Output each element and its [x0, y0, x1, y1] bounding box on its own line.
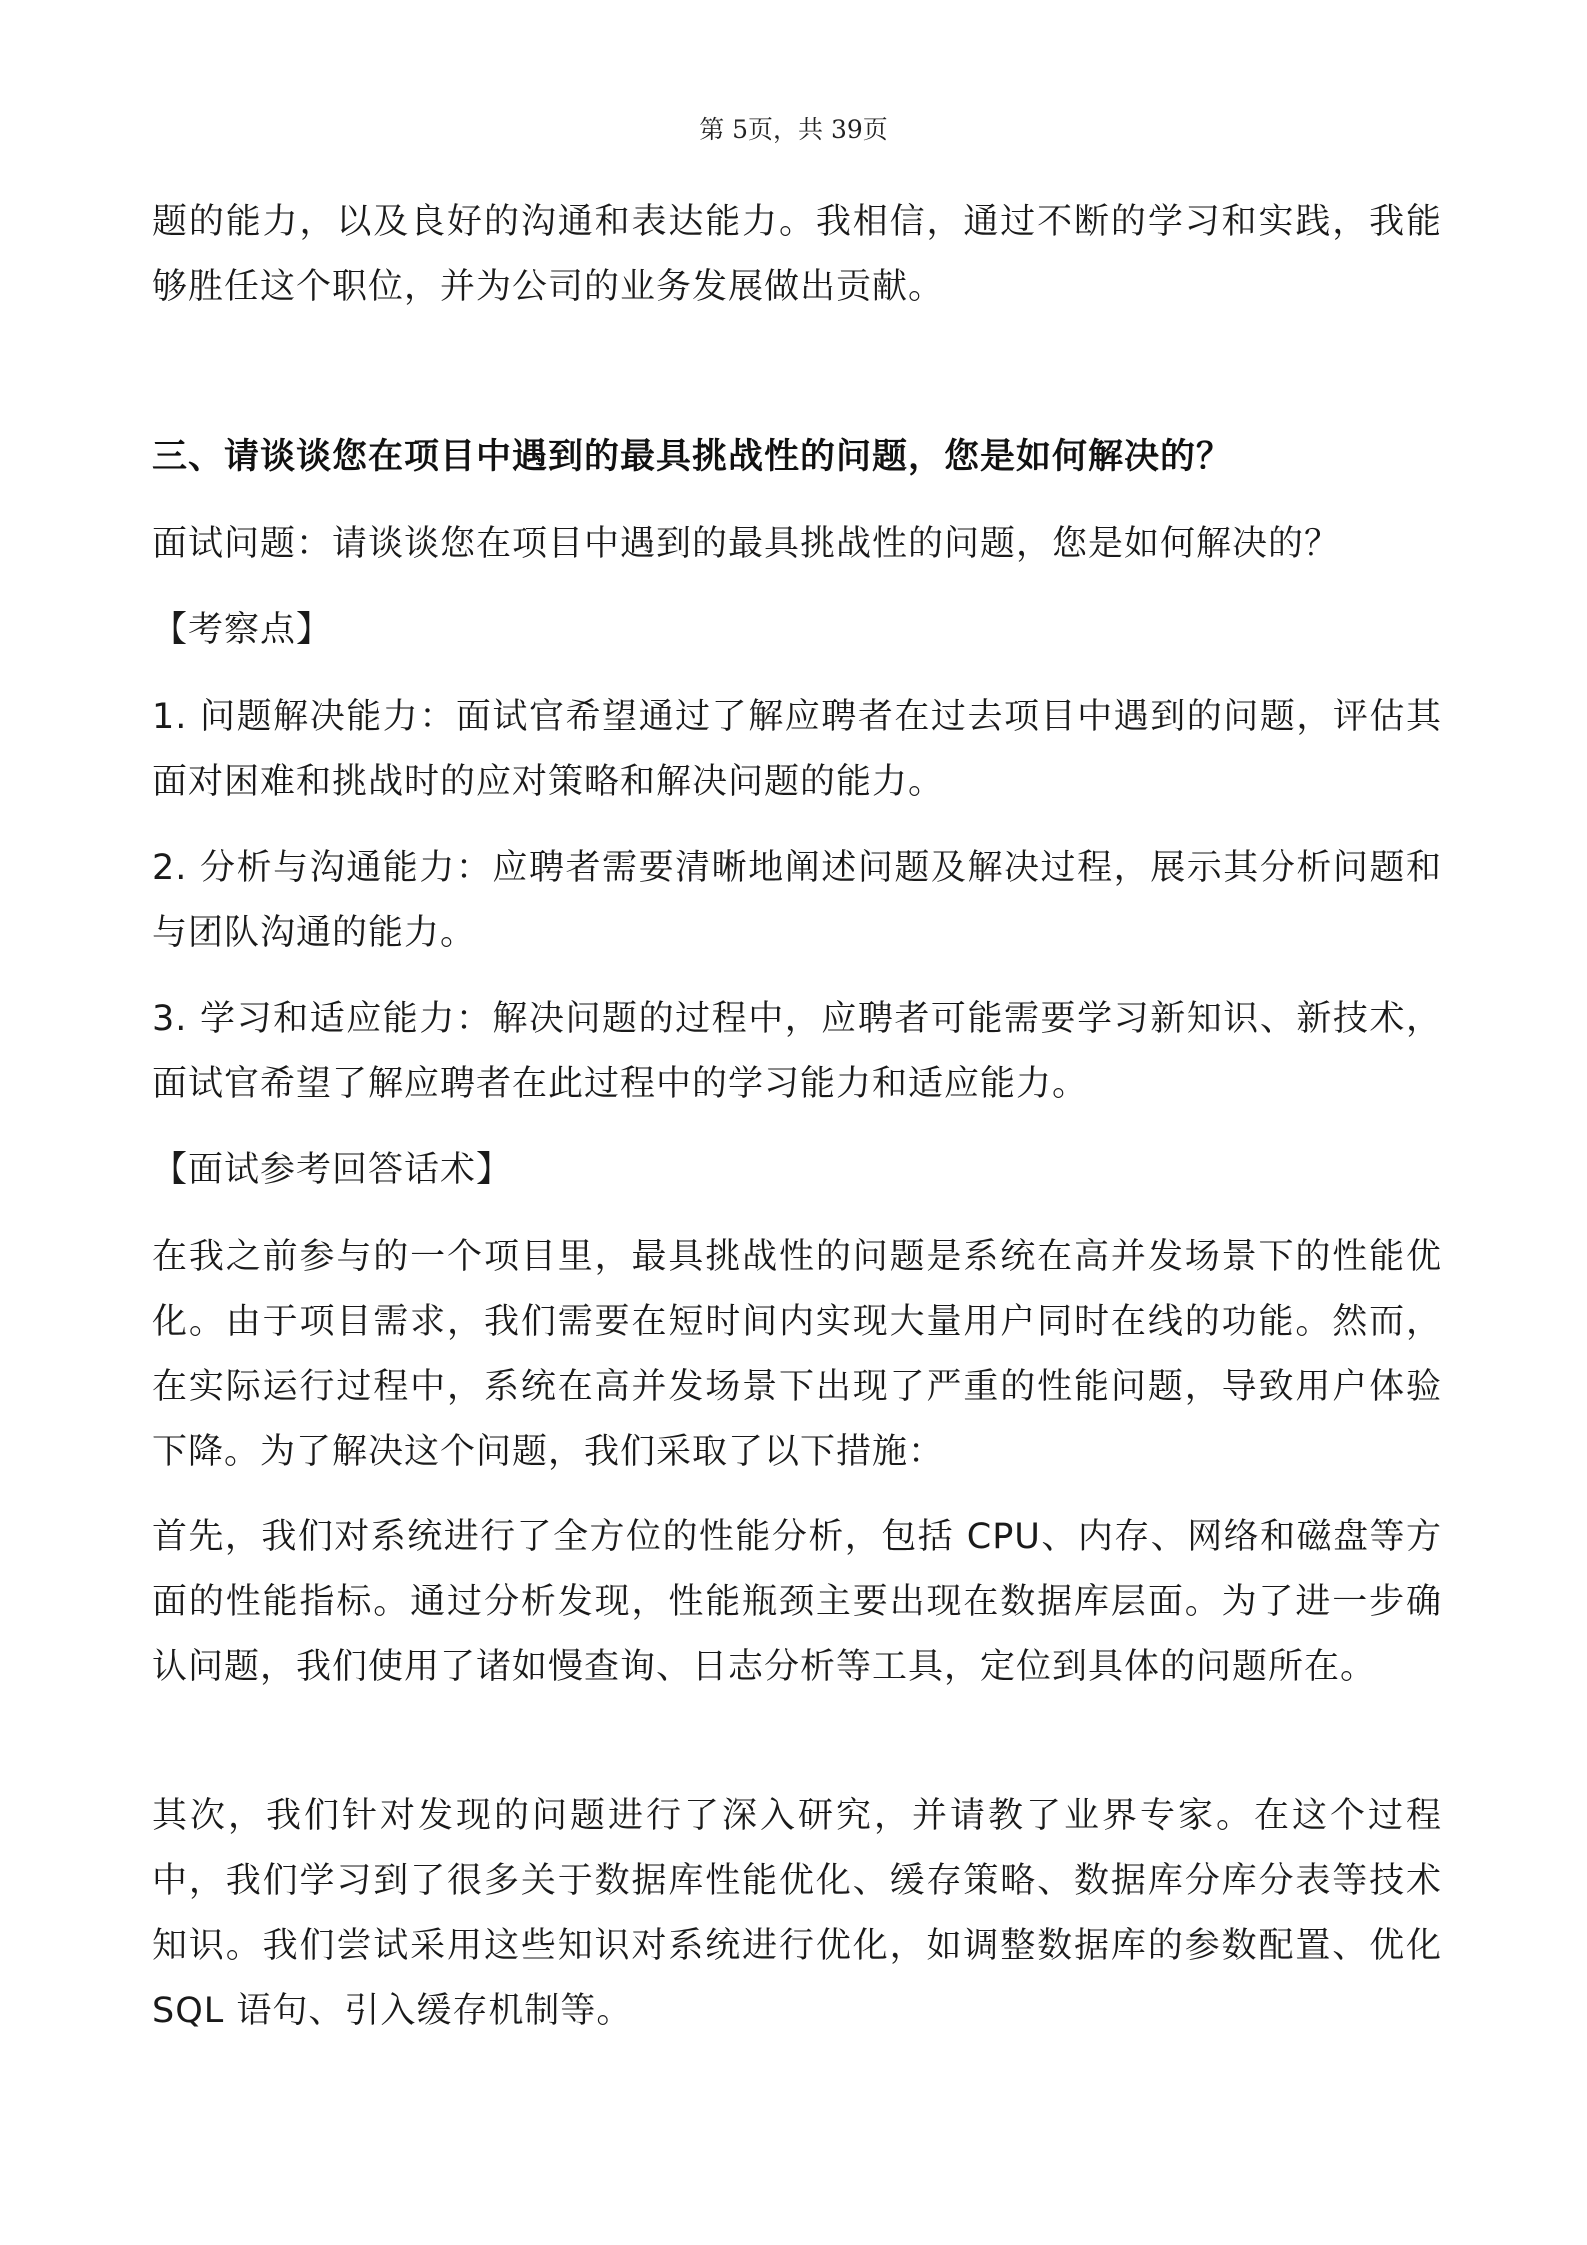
section-heading: 三、请谈谈您在项目中遇到的最具挑战性的问题，您是如何解决的？ — [152, 437, 1233, 477]
assessment-title: 【考察点】 — [152, 610, 333, 650]
question-paragraph: 面试问题：请谈谈您在项目中遇到的最具挑战性的问题，您是如何解决的？ — [152, 524, 1341, 564]
answer-paragraph-2: 首先，我们对系统进行了全方位的性能分析，包括 CPU、内存、网络和磁盘等方面的性能指标。通过分析发现，性能瓶颈主要出现在数据库层面。为了进一步确认问题，我们使用了诸如慢查询、日志分析等工具，定位到具体的问题所在。 — [152, 1517, 1442, 1687]
assessment-point-3: 3. 学习和适应能力：解决问题的过程中，应聘者可能需要学习新知识、新技术，面试官希望了解应聘者在此过程中的学习能力和适应能力。 — [152, 999, 1442, 1104]
page-indicator: 第 5页，共 39页 — [699, 115, 888, 144]
answer-paragraph-3: 其次，我们针对发现的问题进行了深入研究，并请教了业界专家。在这个过程中，我们学习到了很多关于数据库性能优化、缓存策略、数据库分库分表等技术知识。我们尝试采用这些知识对系统进行优化，如调整数据库的参数配置、优化 SQL 语句、引入缓存机制等。 — [152, 1796, 1442, 2031]
answer-paragraph-1: 在我之前参与的一个项目里，最具挑战性的问题是系统在高并发场景下的性能优化。由于项目需求，我们需要在短时间内实现大量用户同时在线的功能。然而，在实际运行过程中，系统在高并发场景下出现了严重的性能问题，导致用户体验下降。为了解决这个问题，我们采取了以下措施： — [152, 1237, 1442, 1472]
assessment-point-2: 2. 分析与沟通能力：应聘者需要清晰地阐述问题及解决过程，展示其分析问题和与团队沟通的能力。 — [152, 848, 1442, 953]
assessment-point-1: 1. 问题解决能力：面试官希望通过了解应聘者在过去项目中遇到的问题，评估其面对困难和挑战时的应对策略和解决问题的能力。 — [152, 697, 1442, 802]
answer-title: 【面试参考回答话术】 — [152, 1150, 513, 1190]
continuation-paragraph: 题的能力，以及良好的沟通和表达能力。我相信，通过不断的学习和实践，我能够胜任这个职位，并为公司的业务发展做出贡献。 — [152, 202, 1442, 307]
